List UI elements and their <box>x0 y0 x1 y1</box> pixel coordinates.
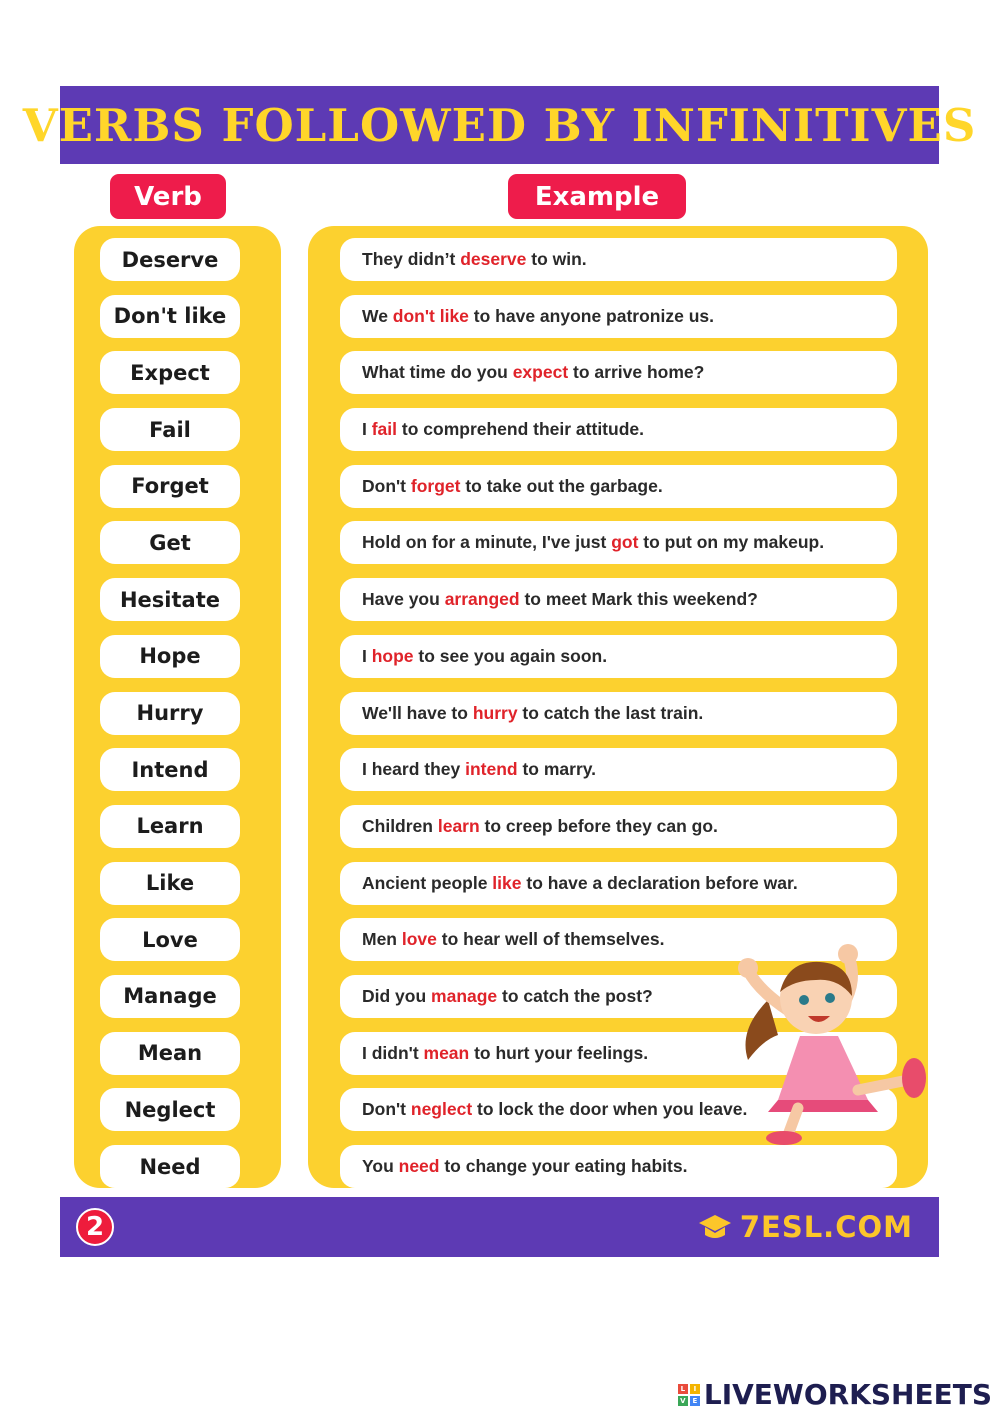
highlighted-verb: hurry <box>472 702 518 723</box>
highlighted-verb: neglect <box>410 1099 473 1120</box>
example-text-after: to put on my makeup. <box>638 532 825 553</box>
example-sentence <box>340 408 897 451</box>
example-text-after: to marry. <box>517 759 597 780</box>
example-text-before: I <box>362 645 372 666</box>
example-sentence <box>340 805 897 848</box>
example-sentence <box>340 862 897 905</box>
example-text-after: to lock the door when you leave. <box>472 1099 748 1120</box>
example-text-before: Ancient people <box>362 872 493 893</box>
title-banner <box>22 86 977 164</box>
highlighted-verb: manage <box>431 985 498 1006</box>
verb-item: Hope <box>100 635 240 678</box>
verb-list <box>100 238 240 1202</box>
example-sentence <box>340 465 897 508</box>
example-text-before: They didn’t <box>362 249 461 269</box>
highlighted-verb: love <box>401 929 437 950</box>
example-text-before: We'll have to <box>362 702 473 723</box>
example-sentence <box>340 1145 897 1188</box>
example-text-after: to see you again soon. <box>413 645 608 666</box>
highlighted-verb: don't like <box>392 305 469 326</box>
verb-item: Intend <box>100 748 240 791</box>
highlighted-verb: forget <box>410 475 461 496</box>
highlighted-verb: learn <box>437 815 480 836</box>
example-text-before: Children <box>362 815 438 836</box>
verb-item: Mean <box>100 1032 240 1075</box>
example-text-before: We <box>362 305 393 326</box>
example-text-after: to creep before they can go. <box>479 815 718 836</box>
highlighted-verb: got <box>611 532 639 553</box>
example-text-after: to arrive home? <box>568 362 705 383</box>
example-text-after: to catch the last train. <box>517 702 704 723</box>
highlighted-verb: fail <box>371 419 398 440</box>
example-sentence <box>340 692 897 735</box>
example-text-before: Hold on for a minute, I've just <box>362 532 612 553</box>
example-text-before: What time do you <box>362 362 513 383</box>
example-sentence <box>340 351 897 394</box>
example-text-after: to change your eating habits. <box>439 1156 688 1176</box>
example-text-before: Don't <box>362 1099 411 1120</box>
example-text-before: I <box>362 419 372 440</box>
verb-item: Don't like <box>100 295 240 338</box>
page-title: VERBS FOLLOWED BY INFINITIVES <box>22 98 977 152</box>
graduation-cap-icon <box>698 1213 732 1241</box>
example-text-before: I didn't <box>362 1042 424 1063</box>
example-column-header: Example <box>508 174 686 219</box>
example-text-after: to hurt your feelings. <box>469 1042 649 1063</box>
example-text-after: to meet Mark this weekend? <box>519 589 758 610</box>
watermark-text: LIVEWORKSHEETS <box>703 1378 992 1411</box>
page-number-badge: 2 <box>76 1208 114 1246</box>
verb-item: Learn <box>100 805 240 848</box>
example-text-after: to have a declaration before war. <box>521 872 798 893</box>
example-text-after: to hear well of themselves. <box>436 929 665 950</box>
verb-item: Fail <box>100 408 240 451</box>
example-sentence <box>340 635 897 678</box>
logo-letter-v: V <box>678 1396 688 1406</box>
brand-text: 7ESL.COM <box>739 1210 913 1244</box>
verb-item: Manage <box>100 975 240 1018</box>
example-text-after: to take out the garbage. <box>460 475 663 496</box>
highlighted-verb: need <box>398 1156 440 1176</box>
highlighted-verb: arranged <box>444 589 520 610</box>
highlighted-verb: intend <box>465 759 518 780</box>
verb-item: Hesitate <box>100 578 240 621</box>
example-text-after: to comprehend their attitude. <box>397 419 644 440</box>
verb-item: Deserve <box>100 238 240 281</box>
liveworksheets-watermark <box>678 1378 992 1411</box>
example-text-before: Don't <box>362 475 411 496</box>
example-text-before: I heard they <box>362 759 466 780</box>
verb-item: Like <box>100 862 240 905</box>
highlighted-verb: deserve <box>460 249 527 269</box>
footer-bar <box>60 1197 939 1257</box>
example-text-before: You <box>362 1156 399 1176</box>
highlighted-verb: expect <box>512 362 569 383</box>
liveworksheets-logo-icon <box>678 1384 700 1406</box>
verb-column-header: Verb <box>110 174 226 219</box>
verb-item: Need <box>100 1145 240 1188</box>
verb-item: Neglect <box>100 1088 240 1131</box>
example-text-after: to win. <box>526 249 587 269</box>
verb-item: Get <box>100 521 240 564</box>
example-sentence <box>340 238 897 281</box>
logo-letter-i: I <box>690 1384 700 1394</box>
highlighted-verb: like <box>492 872 522 893</box>
example-sentence <box>340 748 897 791</box>
example-sentence <box>340 578 897 621</box>
example-text-after: to catch the post? <box>497 985 653 1006</box>
verb-item: Hurry <box>100 692 240 735</box>
verb-item: Expect <box>100 351 240 394</box>
example-sentence <box>340 521 897 564</box>
highlighted-verb: mean <box>423 1042 470 1063</box>
example-sentence <box>340 295 897 338</box>
brand-logo <box>698 1209 913 1245</box>
example-text-before: Have you <box>362 589 445 610</box>
logo-letter-e: E <box>690 1396 700 1406</box>
verb-item: Forget <box>100 465 240 508</box>
example-text-before: Men <box>362 929 402 950</box>
highlighted-verb: hope <box>371 645 414 666</box>
verb-item: Love <box>100 918 240 961</box>
logo-letter-l: L <box>678 1384 688 1394</box>
cheering-girl-illustration <box>728 940 928 1145</box>
example-text-before: Did you <box>362 985 432 1006</box>
example-text-after: to have anyone patronize us. <box>468 305 714 326</box>
